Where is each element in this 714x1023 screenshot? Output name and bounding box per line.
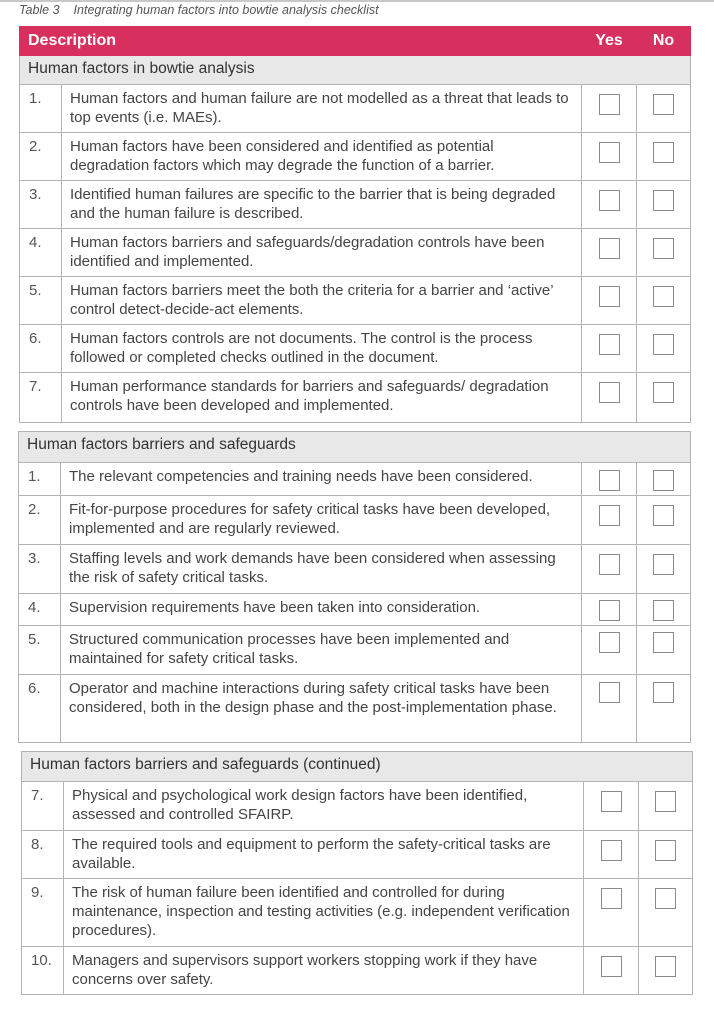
yes-cell bbox=[584, 831, 639, 879]
item-number: 3. bbox=[19, 545, 61, 594]
no-cell bbox=[637, 373, 691, 423]
yes-cell bbox=[582, 229, 637, 277]
item-text: Managers and supervisors support workers stopping work if they have concerns over safety. bbox=[64, 947, 584, 995]
no-cell bbox=[637, 229, 691, 277]
yes-checkbox[interactable] bbox=[599, 238, 620, 259]
item-number: 4. bbox=[19, 594, 61, 626]
no-cell bbox=[637, 85, 691, 133]
no-checkbox[interactable] bbox=[653, 190, 674, 211]
item-text: Staffing levels and work demands have been considered when assessing the risk of safety critical tasks. bbox=[61, 545, 582, 594]
section-title: Human factors barriers and safeguards bbox=[19, 432, 691, 463]
no-cell bbox=[637, 626, 691, 675]
item-number: 2. bbox=[20, 133, 62, 181]
item-number: 4. bbox=[20, 229, 62, 277]
item-text: Identified human failures are specific to the barrier that is being degraded and the human failure is described. bbox=[62, 181, 582, 229]
item-text: Human factors barriers and safeguards/degradation controls have been identified and implemented. bbox=[62, 229, 582, 277]
no-cell bbox=[637, 277, 691, 325]
header-description: Description bbox=[20, 27, 582, 56]
item-text: The required tools and equipment to perform the safety-critical tasks are available. bbox=[64, 831, 584, 879]
yes-cell bbox=[582, 675, 637, 743]
checklist-row bbox=[22, 879, 693, 947]
no-checkbox[interactable] bbox=[655, 956, 676, 977]
item-number: 9. bbox=[22, 879, 64, 947]
checklist-row bbox=[20, 229, 691, 277]
yes-cell bbox=[582, 85, 637, 133]
item-text: Supervision requirements have been taken into consideration. bbox=[61, 594, 582, 626]
top-rule bbox=[0, 0, 714, 2]
yes-checkbox[interactable] bbox=[601, 840, 622, 861]
section-title: Human factors in bowtie analysis bbox=[20, 56, 691, 85]
caption-number: Table 3 bbox=[19, 3, 60, 17]
item-number: 7. bbox=[22, 782, 64, 831]
header-no: No bbox=[637, 27, 691, 56]
item-number: 6. bbox=[20, 325, 62, 373]
checklist-row bbox=[19, 594, 691, 626]
no-cell bbox=[639, 879, 693, 947]
no-cell bbox=[639, 782, 693, 831]
yes-checkbox[interactable] bbox=[601, 791, 622, 812]
checklist-table-3 bbox=[21, 751, 693, 995]
item-number: 7. bbox=[20, 373, 62, 423]
checklist-table-1 bbox=[19, 26, 691, 423]
no-cell bbox=[639, 831, 693, 879]
yes-checkbox[interactable] bbox=[599, 382, 620, 403]
checklist-row bbox=[20, 181, 691, 229]
checklist-row bbox=[22, 947, 693, 995]
item-text: Human factors have been considered and identified as potential degradation factors which may degrade the function of a barrier. bbox=[62, 133, 582, 181]
section-row bbox=[20, 56, 691, 85]
section-title: Human factors barriers and safeguards (continued) bbox=[22, 752, 693, 782]
yes-cell bbox=[582, 626, 637, 675]
checklist-row bbox=[20, 133, 691, 181]
yes-checkbox[interactable] bbox=[599, 632, 620, 653]
item-number: 1. bbox=[20, 85, 62, 133]
caption-title: Integrating human factors into bowtie analysis checklist bbox=[73, 3, 379, 17]
checklist-row bbox=[20, 373, 691, 423]
item-text: Human performance standards for barriers and safeguards/ degradation controls have been developed and implemented. bbox=[62, 373, 582, 423]
yes-cell bbox=[584, 947, 639, 995]
no-cell bbox=[637, 675, 691, 743]
checklist-row bbox=[20, 85, 691, 133]
yes-cell bbox=[582, 594, 637, 626]
yes-checkbox[interactable] bbox=[599, 190, 620, 211]
yes-cell bbox=[582, 496, 637, 545]
no-checkbox[interactable] bbox=[655, 840, 676, 861]
checklist-row bbox=[20, 325, 691, 373]
item-number: 8. bbox=[22, 831, 64, 879]
no-checkbox[interactable] bbox=[653, 286, 674, 307]
yes-checkbox[interactable] bbox=[599, 142, 620, 163]
checklist-row bbox=[22, 831, 693, 879]
no-checkbox[interactable] bbox=[653, 600, 674, 621]
item-text: Human factors controls are not documents. The control is the process followed or completed checks outlined in the document. bbox=[62, 325, 582, 373]
yes-cell bbox=[582, 133, 637, 181]
no-checkbox[interactable] bbox=[653, 632, 674, 653]
no-checkbox[interactable] bbox=[653, 682, 674, 703]
item-number: 3. bbox=[20, 181, 62, 229]
no-checkbox[interactable] bbox=[653, 470, 674, 491]
checklist-row bbox=[19, 626, 691, 675]
yes-checkbox[interactable] bbox=[599, 682, 620, 703]
yes-cell bbox=[584, 782, 639, 831]
checklist-row bbox=[19, 675, 691, 743]
no-checkbox[interactable] bbox=[653, 94, 674, 115]
item-number: 2. bbox=[19, 496, 61, 545]
item-number: 1. bbox=[19, 463, 61, 496]
header-row bbox=[20, 27, 691, 56]
yes-checkbox[interactable] bbox=[599, 94, 620, 115]
no-cell bbox=[637, 545, 691, 594]
no-checkbox[interactable] bbox=[655, 888, 676, 909]
no-cell bbox=[639, 947, 693, 995]
item-text: The risk of human failure been identified and controlled for during maintenance, inspection and testing activities (e.g. independent verification procedures). bbox=[64, 879, 584, 947]
yes-checkbox[interactable] bbox=[601, 888, 622, 909]
no-cell bbox=[637, 325, 691, 373]
no-cell bbox=[637, 463, 691, 496]
item-number: 10. bbox=[22, 947, 64, 995]
yes-cell bbox=[582, 181, 637, 229]
no-checkbox[interactable] bbox=[653, 238, 674, 259]
item-text: Human factors barriers meet the both the criteria for a barrier and ‘active’ control detect-decide-act elements. bbox=[62, 277, 582, 325]
checklist-row bbox=[20, 277, 691, 325]
item-number: 6. bbox=[19, 675, 61, 743]
yes-checkbox[interactable] bbox=[599, 334, 620, 355]
header-yes: Yes bbox=[582, 27, 637, 56]
no-cell bbox=[637, 133, 691, 181]
item-text: Physical and psychological work design factors have been identified, assessed and controlled SFAIRP. bbox=[64, 782, 584, 831]
yes-checkbox[interactable] bbox=[599, 600, 620, 621]
item-number: 5. bbox=[19, 626, 61, 675]
yes-cell bbox=[582, 373, 637, 423]
no-checkbox[interactable] bbox=[653, 554, 674, 575]
no-checkbox[interactable] bbox=[653, 505, 674, 526]
no-cell bbox=[637, 181, 691, 229]
yes-checkbox[interactable] bbox=[599, 286, 620, 307]
checklist-row bbox=[19, 545, 691, 594]
checklist-row bbox=[19, 496, 691, 545]
item-text: The relevant competencies and training needs have been considered. bbox=[61, 463, 582, 496]
item-text: Fit-for-purpose procedures for safety critical tasks have been developed, implemented and are regularly reviewed. bbox=[61, 496, 582, 545]
checklist-table-2 bbox=[18, 431, 691, 743]
no-checkbox[interactable] bbox=[653, 142, 674, 163]
item-text: Structured communication processes have been implemented and maintained for safety critical tasks. bbox=[61, 626, 582, 675]
no-checkbox[interactable] bbox=[653, 382, 674, 403]
item-text: Operator and machine interactions during safety critical tasks have been considered, both in the design phase and the post-implementation phase. bbox=[61, 675, 582, 743]
yes-checkbox[interactable] bbox=[601, 956, 622, 977]
no-checkbox[interactable] bbox=[653, 334, 674, 355]
no-cell bbox=[637, 594, 691, 626]
item-text: Human factors and human failure are not modelled as a threat that leads to top events (i.e. MAEs). bbox=[62, 85, 582, 133]
yes-cell bbox=[582, 325, 637, 373]
yes-checkbox[interactable] bbox=[599, 554, 620, 575]
table-caption bbox=[19, 3, 379, 17]
yes-cell bbox=[582, 545, 637, 594]
yes-cell bbox=[582, 277, 637, 325]
yes-checkbox[interactable] bbox=[599, 470, 620, 491]
yes-cell bbox=[582, 463, 637, 496]
item-number: 5. bbox=[20, 277, 62, 325]
yes-cell bbox=[584, 879, 639, 947]
no-checkbox[interactable] bbox=[655, 791, 676, 812]
checklist-row bbox=[19, 463, 691, 496]
checklist-row bbox=[22, 782, 693, 831]
section-row bbox=[19, 432, 691, 463]
section-row bbox=[22, 752, 693, 782]
yes-checkbox[interactable] bbox=[599, 505, 620, 526]
no-cell bbox=[637, 496, 691, 545]
